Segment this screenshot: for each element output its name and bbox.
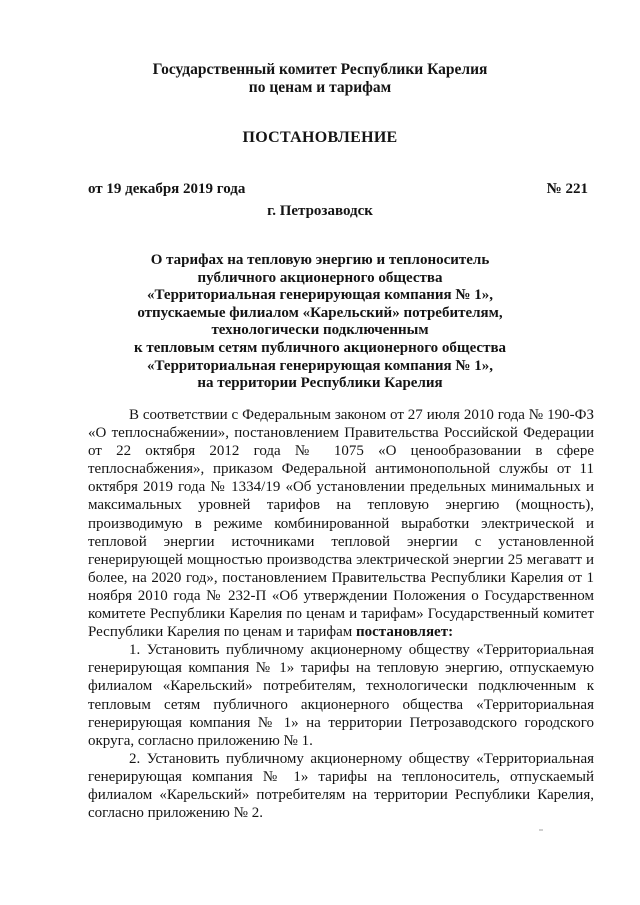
preamble-text: В соответствии с Федеральным законом от 27 июля 2010 года № 190-ФЗ «О теплоснабжении», постановлением Правительства Российской Федерации от 22 октября 2012 года № 1075 «О ценообразовании в сфере теплоснабжения», приказом Федеральной антимонопольной службы от 11 октября 2019 года № 1334/19 «Об установлении предельных минимальных и максимальных уровней тарифов на тепловую энергию (мощность), производимую в режиме комбинированной выработки электрической и тепловой энергии источниками тепловой энергии с установленной генерирующей мощностью производства электрической энергии 25 мегаватт и более, на 2020 год», постановлением Правительства Республики Карелия от 1 ноября 2010 года № 232-П «Об утверждении Положения о Государственном комитете Республики Карелия по ценам и тарифам» Государственный комитет Республики Карелия по ценам и тарифам — [88, 407, 594, 641]
subject-line: «Территориальная генерирующая компания № 1», — [147, 287, 493, 304]
scan-speck — [539, 829, 543, 831]
document-date: от 19 декабря 2019 года — [88, 181, 246, 197]
decree-item: 2. Установить публичному акционерному обществу «Территориальная генерирующая компания № 1» тарифы на теплоноситель, отпускаемый филиалом «Карельский» потребителям на территории Республики Карелия, согласно приложению № 2. — [88, 750, 594, 822]
document-number: № 221 — [546, 181, 588, 197]
subject-line: О тарифах на тепловую энергию и теплоноситель — [150, 252, 490, 268]
subject-line: к тепловым сетям публичного акционерного общества — [133, 339, 507, 356]
document-subject — [0, 252, 640, 393]
decree-word: постановляет: — [356, 624, 454, 641]
subject-line: технологически подключенным — [211, 322, 429, 339]
preamble-paragraph — [88, 406, 594, 641]
decree-item: 1. Установить публичному акционерному обществу «Территориальная генерирующая компания № 1» тарифы на тепловую энергию, отпускаемую филиалом «Карельский» потребителям, технологически подключенным к тепловым сетям публичного акционерного общества «Территориальная генерирующая компания № 1» на территории Петрозаводского городского округа, согласно приложению № 1. — [88, 642, 594, 749]
org-line-2: по ценам и тарифам — [248, 79, 392, 96]
subject-line: публичного акционерного общества — [197, 269, 443, 286]
issuing-organization — [0, 61, 640, 97]
document-body — [88, 406, 594, 822]
subject-line: отпускаемые филиалом «Карельский» потребителям, — [137, 304, 503, 321]
subject-line: «Территориальная генерирующая компания № 1», — [147, 357, 493, 374]
document-city: г. Петрозаводск — [267, 203, 373, 219]
org-line-1: Государственный комитет Республики Карелия — [152, 61, 488, 78]
subject-line: на территории Республики Карелия — [197, 375, 443, 392]
document-type: ПОСТАНОВЛЕНИЕ — [242, 129, 398, 146]
